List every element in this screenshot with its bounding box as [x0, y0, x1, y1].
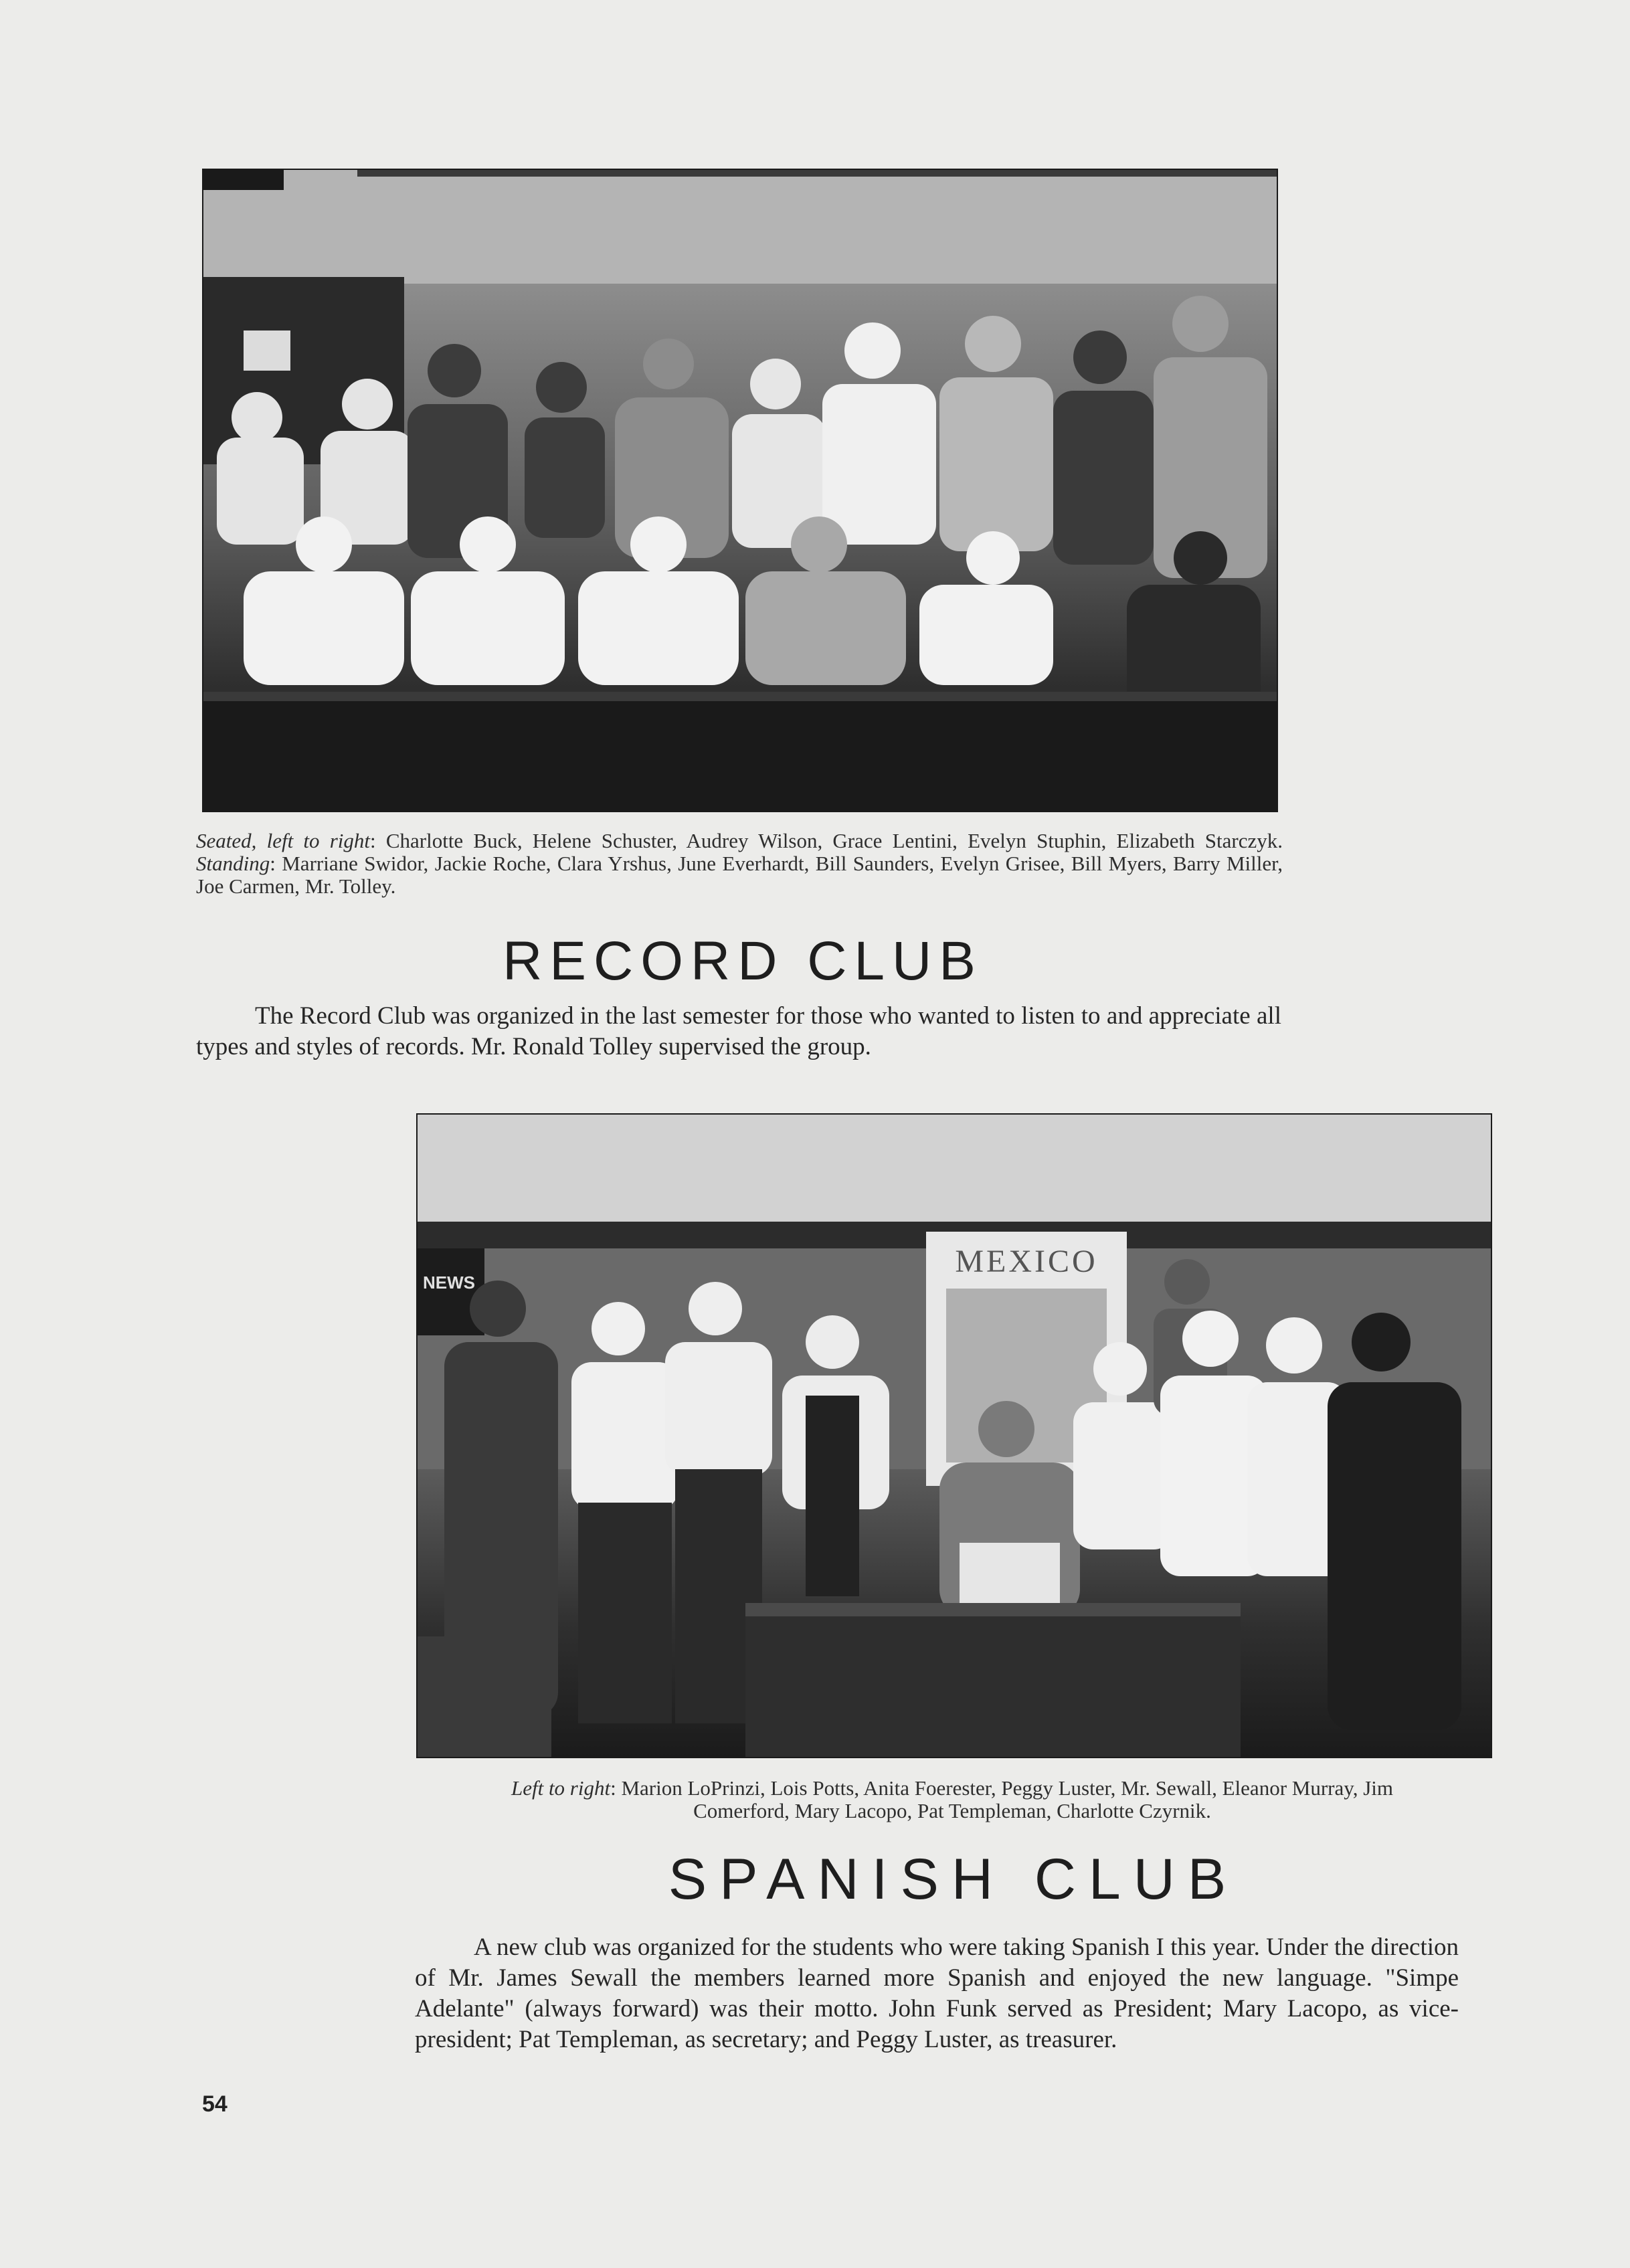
record-club-caption — [196, 830, 1283, 898]
caption-standing-names: : Marriane Swidor, Jackie Roche, Clara Yrshus, June Everhardt, Bill Saunders, Evelyn Grisee, Bill Myers, Barry Miller, Joe Carmen, Mr. Tolley. — [196, 852, 1283, 898]
spanish-club-title: SPANISH CLUB — [668, 1847, 1239, 1911]
caption-lead-standing: Standing — [196, 852, 270, 875]
record-club-title: RECORD CLUB — [503, 931, 983, 991]
spanish-club-caption — [462, 1777, 1443, 1822]
spanish-club-paragraph: A new club was organized for the students who were taking Spanish I this year. Under the direction of Mr. James Sewall the members learned more Spanish and enjoyed the new language. "Simpe Adelante" (always forward) was their motto. John Funk served as President; Mary Lacopo, as vice-president; Pat Templeman, as secretary; and Peggy Luster, as treasurer. — [415, 1933, 1459, 2053]
mexico-poster-text: MEXICO — [955, 1244, 1098, 1279]
record-club-paragraph: The Record Club was organized in the last semester for those who wanted to listen to and appreciate all types and styles of records. Mr. Ronald Tolley supervised the group. — [196, 1002, 1281, 1060]
record-club-body — [196, 1001, 1281, 1062]
caption-lead-left-to-right: Left to right — [511, 1776, 611, 1800]
caption-lead-seated: Seated, left to right — [196, 829, 371, 852]
record-club-photo-illustration — [203, 170, 1277, 811]
spanish-club-photo — [416, 1113, 1492, 1758]
spanish-club-body — [415, 1932, 1459, 2055]
news-sign-text: NEWS — [423, 1272, 475, 1293]
record-club-photo — [202, 169, 1278, 812]
page-number: 54 — [202, 2091, 228, 2117]
spanish-club-photo-illustration — [418, 1115, 1491, 1757]
caption-seated-names: : Charlotte Buck, Helene Schuster, Audrey Wilson, Grace Lentini, Evelyn Stuphin, Elizabeth Starczyk. — [370, 829, 1283, 852]
caption-names: : Marion LoPrinzi, Lois Potts, Anita Foerester, Peggy Luster, Mr. Sewall, Eleanor Murray, Jim Comerford, Mary Lacopo, Pat Templeman, Charlotte Czyrnik. — [610, 1776, 1394, 1822]
